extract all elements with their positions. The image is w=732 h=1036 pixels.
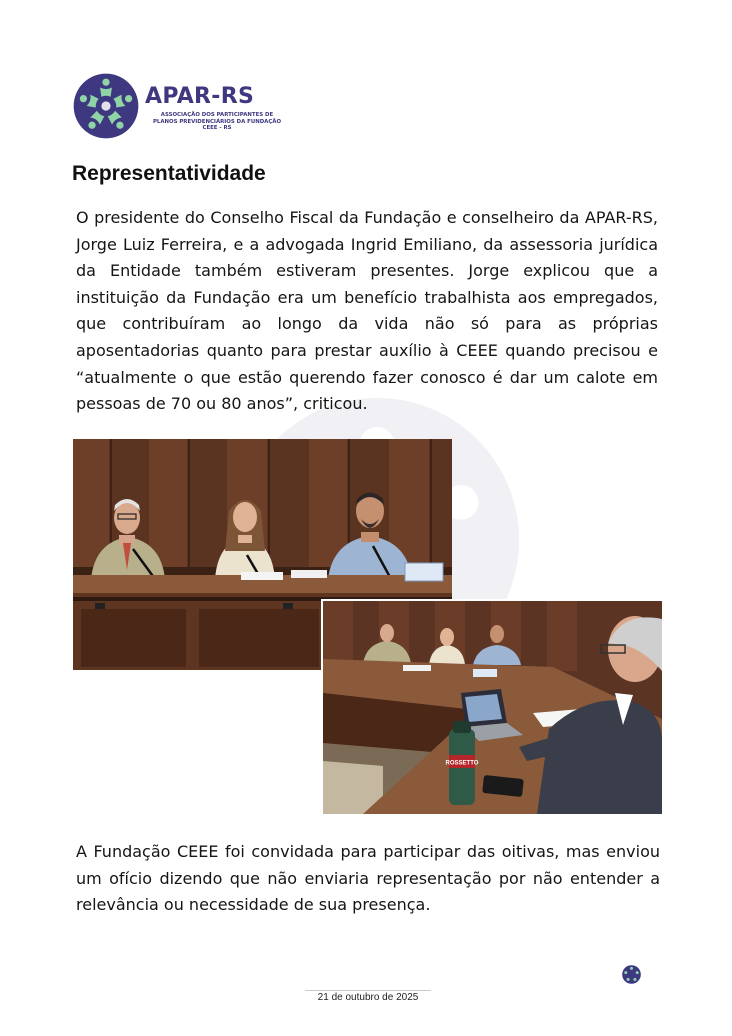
apar-rs-logo: [73, 73, 283, 139]
paragraph-fundacao-ceee: A Fundação CEEE foi convidada para participar das oitivas, mas enviou um ofício dizendo que não enviaria representação por não entender a relevância ou necessidade de sua presença.: [76, 842, 660, 914]
logo-subtitle: ASSOCIAÇÃO DOS PARTICIPANTES DE PLANOS PREVIDENCIÁRIOS DA FUNDAÇÃO CEEE - RS: [152, 112, 282, 132]
footer-divider: [305, 990, 431, 991]
footer-logo-icon: [622, 965, 641, 984]
footer-date: 21 de outubro de 2025: [317, 992, 419, 1003]
apar-rs-logo-icon: [73, 73, 139, 139]
bottle-label: ROSSETTO: [445, 760, 479, 767]
photo-hearing-room: [321, 599, 662, 814]
paragraph-representatividade: O presidente do Conselho Fiscal da Fundação e conselheiro da APAR-RS, Jorge Luiz Ferreira, e a advogada Ingrid Emiliano, da assessoria jurídica da Entidade também estiveram presentes. Jorge explicou que a instituição da Fundação era um benefício trabalhista aos empregados, que contribuíram ao longo da vida não só para as próprias aposentadorias quanto para prestar auxílio à CEEE quando precisou e “atualmente o que estão querendo fazer conosco é dar um calote em pessoas de 70 ou 80 anos”, criticou.: [76, 208, 658, 414]
section-title: Representatividade: [72, 162, 266, 185]
logo-name: APAR-RS: [145, 84, 255, 109]
